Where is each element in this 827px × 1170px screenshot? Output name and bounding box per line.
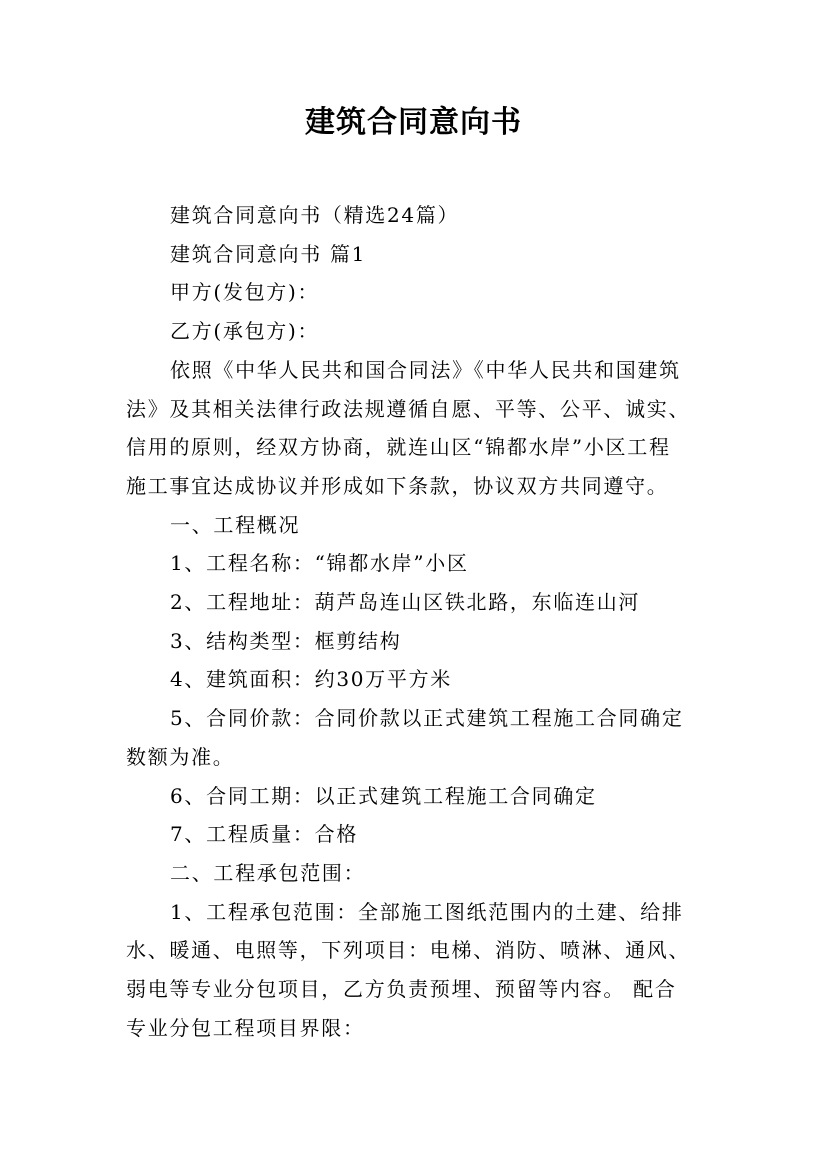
body-line: 6、合同工期：以正式建筑工程施工合同确定 xyxy=(170,783,597,808)
section-heading: 一、工程概况 xyxy=(170,512,301,537)
body-line: 2、工程地址：葫芦岛连山区铁北路，东临连山河 xyxy=(170,590,641,615)
body-line: 甲方(发包方)： xyxy=(170,280,320,305)
body-line: 1、工程名称：“锦都水岸”小区 xyxy=(170,551,469,576)
body-line: 4、建筑面积：约30万平方米 xyxy=(170,667,452,692)
body-line: 数额为准。 xyxy=(126,744,235,769)
section-heading: 二、工程承包范围： xyxy=(170,860,366,885)
body-line: 法》及其相关法律行政法规遵循自愿、平等、公平、诚实、 xyxy=(126,396,691,421)
body-line: 信用的原则，经双方协商，就连山区“锦都水岸”小区工程 xyxy=(126,435,671,460)
body-line: 乙方(承包方)： xyxy=(170,319,320,344)
body-line: 专业分包工程项目界限： xyxy=(126,1015,365,1040)
body-line: 施工事宜达成协议并形成如下条款，协议双方共同遵守。 xyxy=(126,473,669,498)
body-line: 弱电等专业分包项目，乙方负责预埋、预留等内容。 配合 xyxy=(126,977,677,1002)
body-line: 1、工程承包范围：全部施工图纸范围内的土建、给排 xyxy=(170,899,684,924)
body-line: 水、暖通、电照等，下列项目：电梯、消防、喷淋、通风、 xyxy=(126,938,691,963)
body-line: 建筑合同意向书（精选24篇） xyxy=(170,203,460,227)
body-line: 5、合同价款：合同价款以正式建筑工程施工合同确定 xyxy=(170,706,684,731)
document-body xyxy=(126,196,716,1047)
document-title: 建筑合同意向书 xyxy=(305,105,522,140)
body-line: 3、结构类型：框剪结构 xyxy=(170,628,402,653)
body-line: 7、工程质量：合格 xyxy=(170,822,359,847)
body-line: 建筑合同意向书 篇1 xyxy=(170,241,367,266)
body-line: 依照《中华人民共和国合同法》《中华人民共和国建筑 xyxy=(170,357,681,382)
